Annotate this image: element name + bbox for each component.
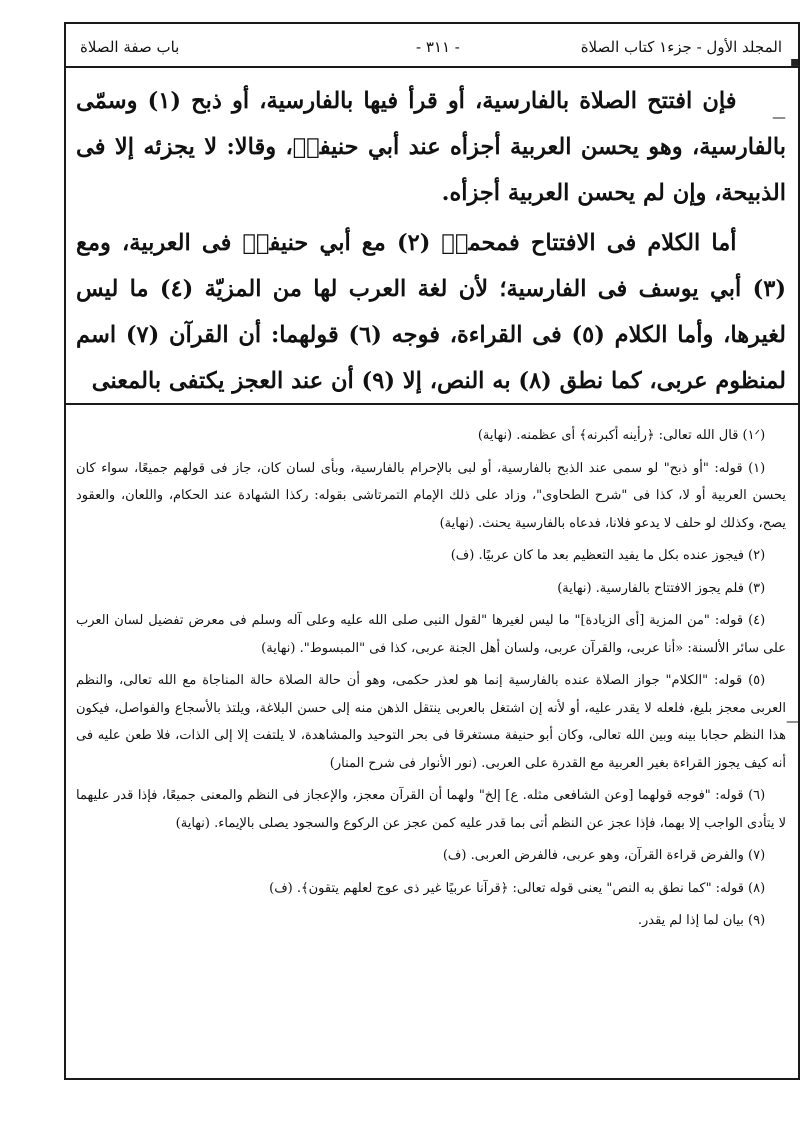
footnote: (٣) فلم يجوز الافتتاح بالفارسية. (نهاية) [557,580,766,596]
main-text-body [76,78,786,404]
footnote: (٨) قوله: "كما نطق به النص" يعنى قوله تعالى: ﴿قرآنا عربيًا غير ذى عوج لعلهم يتقون﴾. (ف) [269,880,766,896]
footnotes [76,422,786,940]
main-paragraph: فإن افتتح الصلاة بالفارسية، أو قرأ فيها بالفارسية، أو ذبح (١) وسمّى بالفارسية، وهو يحسن العربية أجزأه عند أبي حنيفةؒ، وقالا: لا يجزئه إلا فى الذبيحة، وإن لم يحسن العربية أجزأه. [76,88,786,206]
header-page-number: - ٣١١ - [416,38,460,56]
footnote: (٤) قوله: "من المزية [أى الزيادة]" ما ليس لغيرها "لقول النبى صلى الله عليه وعلى آله وسلم فى معرض تفضيل لسان العرب على سائر الألسنة: «أنا عربى، والقرآن عربى، ولسان أهل الجنة عربى، كذا فى "المبسوط". (نهاية) [76,613,786,656]
main-paragraph: أما الكلام فى الافتتاح فمحمدؒ (٢) مع أبي حنيفةؒ فى العربية، ومع (٣) أبي يوسف فى الفارسية؛ لأن لغة العرب لها من المزيّة (٤) ما ليس لغيرها، وأما الكلام (٥) فى القراءة، فوجه (٦) قولهما: أن القرآن (٧) اسم لمنظوم عربى، كما نطق (٨) به النص، إلا (٩) أن عند العجز يكتفى بالمعنى [76,230,786,394]
header-rule [66,66,798,68]
scan-mark: ▪ [790,54,800,70]
footnote-separator [66,403,798,405]
scan-mark: — [786,714,800,730]
footnote: (٥) قوله: "الكلام" جواز الصلاة عنده بالفارسية إنما هو لعذر حكمى، وهو أن حالة الصلاة حالة المناجاة مع الله تعالى، والنظم العربى معجز بليغ، فلعله لا يقدر عليه، أو لأنه إن اشتغل بالعربى ينتقل الذهن منه إلى حسن البلاغة، ويلتذ بالأسجاع والفواصل، فيكون هذا النظم حجابا بينه وبين الله تعالى، وكان أبو حنيفة مستغرقا فى بحر التوحيد والمشاهدة، لا يلتفت إلا إلى الذات، فلا طعن عليه فى أنه كيف يجوز القراءة بغير العربية مع القدرة على العربى. (نور الأنوار فى شرح المنار) [76,673,786,771]
running-header [70,30,792,64]
header-volume-info: المجلد الأول - جزء١ كتاب الصلاة [580,38,782,56]
footnote: (١) قوله: "أو ذبح" لو سمى عند الذبح بالفارسية، أو لبى بالإحرام بالفارسية، وبأى لسان كان، جاز فى قولهم جميعًا، سواء كان يحسن العربية أو لا، كذا فى "شرح الطحاوى"، وزاد على ذلك الإمام التمرتاشى بقوله: ركذا الشهادة عند الحكام، واللعان، والعقود يصح، وكذلك لو حلف لا يدعو فلانا، فدعاه بالفارسية يحنث. (نهاية) [76,460,786,531]
header-chapter: باب صفة الصلاة [80,38,180,56]
footnote: (١ᐟ) قال الله تعالى: ﴿رأينه أكبرنه﴾ أى عظمنه. (نهاية) [477,428,766,443]
scan-mark: — [772,110,786,126]
footnote: (٧) والفرض قراءة القرآن، وهو عربى، فالفرض العربى. (ف) [442,848,766,863]
footnote: (٢) فيجوز عنده بكل ما يفيد التعظيم بعد ما كان عربيًا. (ف) [450,548,766,563]
footnote: (٩) بيان لما إذا لم يقدر. [637,913,766,928]
footnote: (٦) قوله: "فوجه قولهما [وعن الشافعى مثله. ع] إلخ" ولهما أن القرآن معجز، والإعجاز فى النظم والمعنى جميعًا، فإذا قدر عليهما لا يتأدى الواجب إلا بهما، فإذا عجز عن النظم أتى بما قدر عليه كمن عجز عن الركوع والسجود يصلى بالإيماء. (نهاية) [76,788,786,831]
